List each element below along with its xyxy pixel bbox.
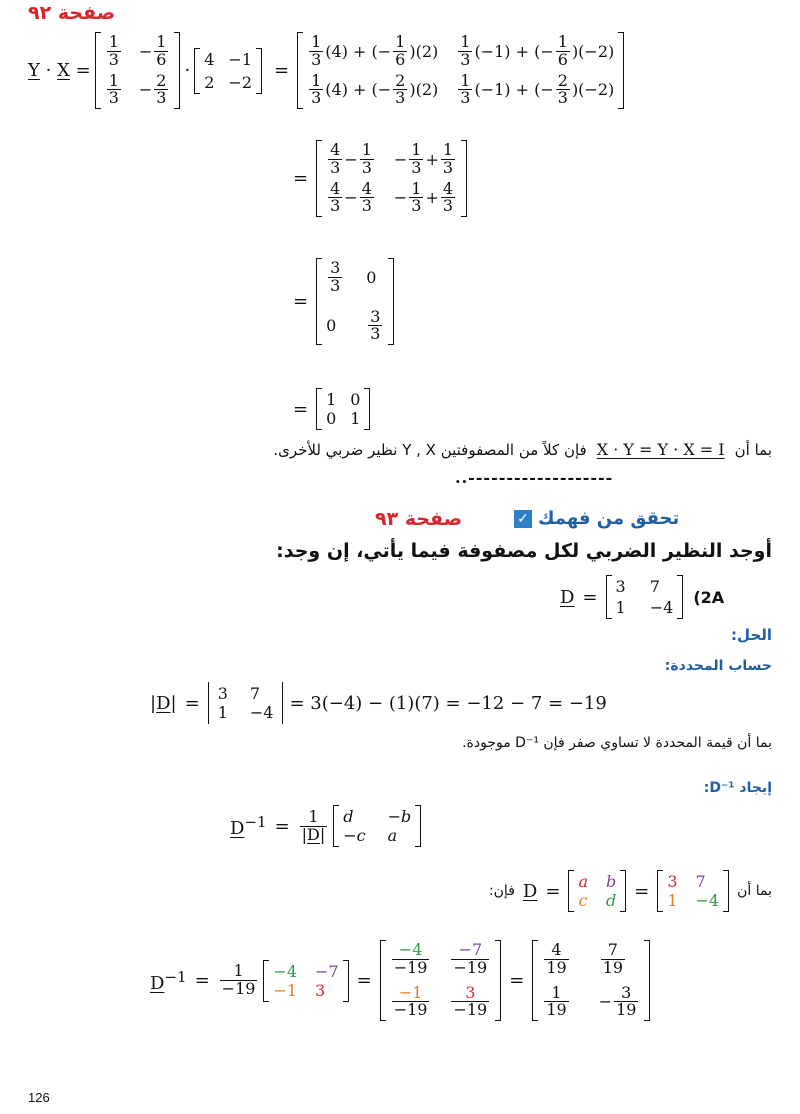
inverse-result: $D^{-1}$ = $\frac{1}{-19}$ −4 −7 −1 3 = $\frac{-4}{-19}$ $\frac{-7}{-19}$ $\frac{-1}{-19}$ $\frac{3}{-19}$ = $\frac{4}{19}$ $\frac{7}{19}$ $\frac{1}{19}$ − $\frac{3}{19}$: [150, 940, 650, 1021]
matrix-product-expanded: $\frac{1}{3}$ (4) + (− $\frac{1}{6}$ )(2) $\frac{1}{3}$ (−1) + (− $\frac{1}{6}$ )(−2) $\frac{1}{3}$ (4) + (− $\frac{2}{3}$ )(2) $\frac{1}{3}$ (−1) + (− $\frac{2}{3}$ )(−2): [297, 32, 624, 109]
conclusion-expr: X · Y = Y · X = I: [596, 440, 725, 459]
matrix-x: 4 −1 2 −2: [194, 48, 262, 94]
matrix-y: $\frac{1}{3}$ − $\frac{1}{6}$ $\frac{1}{3}$ − $\frac{2}{3}$: [95, 32, 181, 109]
find-label: إيجاد D⁻¹:: [703, 780, 772, 796]
equation-step-3: = $\frac{3}{3}$ 0 0 $\frac{3}{3}$: [285, 258, 394, 345]
problem-label: (2A: [693, 587, 725, 607]
equation-yx-product: Y · X = $\frac{1}{3}$ − $\frac{1}{6}$ $\frac{1}{3}$ − $\frac{2}{3}$ · 4 −1 2 −2 = $\frac{1}{3}$ (4) + (− $\frac{1}{6}$ )(2) $\frac{1}{3}$ (−1) + (− $\frac{1}{6}$ )(−2) $\frac{1}{3}$ (4) + (− $\frac{2}{3}$ )(2) $\frac{1}{3}$ (−1) + (− $\frac{2}{3}$ )(−2): [28, 32, 624, 109]
det-note: بما أن قيمة المحددة لا تساوي صفر فإن D⁻¹ موجودة.: [462, 735, 772, 751]
page-heading-92: صفحة ٩٢: [28, 2, 116, 24]
since-line: بما أن D = a b c d = 3 7 1 −4 فإن:: [488, 872, 772, 910]
determinant-line: |D| = 3 7 1 −4 = 3(−4) − (1)(7) = −12 − 7 = −19: [150, 684, 607, 722]
det-label: حساب المحددة:: [664, 658, 772, 674]
conclusion-after: فإن كلاً من المصفوفتين Y , X نظير ضربي للأخرى.: [273, 440, 587, 459]
solution-label: الحل:: [731, 626, 772, 644]
page-number: 126: [28, 1090, 50, 1105]
check-title: تحقق من فهمك: [538, 508, 680, 529]
separator-dashes: ..-------------------: [455, 468, 614, 487]
question-text: أوجد النظير الضربي لكل مصفوفة فيما يأتي، إن وجد:: [276, 540, 772, 562]
problem-2a: D = 3 7 1 −4 (2A: [560, 577, 725, 617]
conclusion-92: [273, 440, 772, 459]
check-header: [510, 508, 679, 529]
eq-lhs: Y · X =: [28, 60, 91, 82]
page-heading-93: صفحة ٩٣: [375, 508, 463, 530]
check-icon: ✓: [514, 510, 532, 528]
inverse-formula: $D^{-1}$ = $\frac{1}{|D|}$ d −b −c a: [230, 805, 421, 847]
equation-identity: = 1 0 0 1: [285, 388, 370, 430]
conclusion-before: بما أن: [734, 440, 772, 459]
equation-step-2: = $\frac{4}{3}$ − $\frac{1}{3}$ − $\frac{1}{3}$ + $\frac{1}{3}$ $\frac{4}{3}$ − $\frac{4}{3}$ − $\frac{1}{3}$ + $\frac{4}{3}$: [285, 140, 467, 217]
